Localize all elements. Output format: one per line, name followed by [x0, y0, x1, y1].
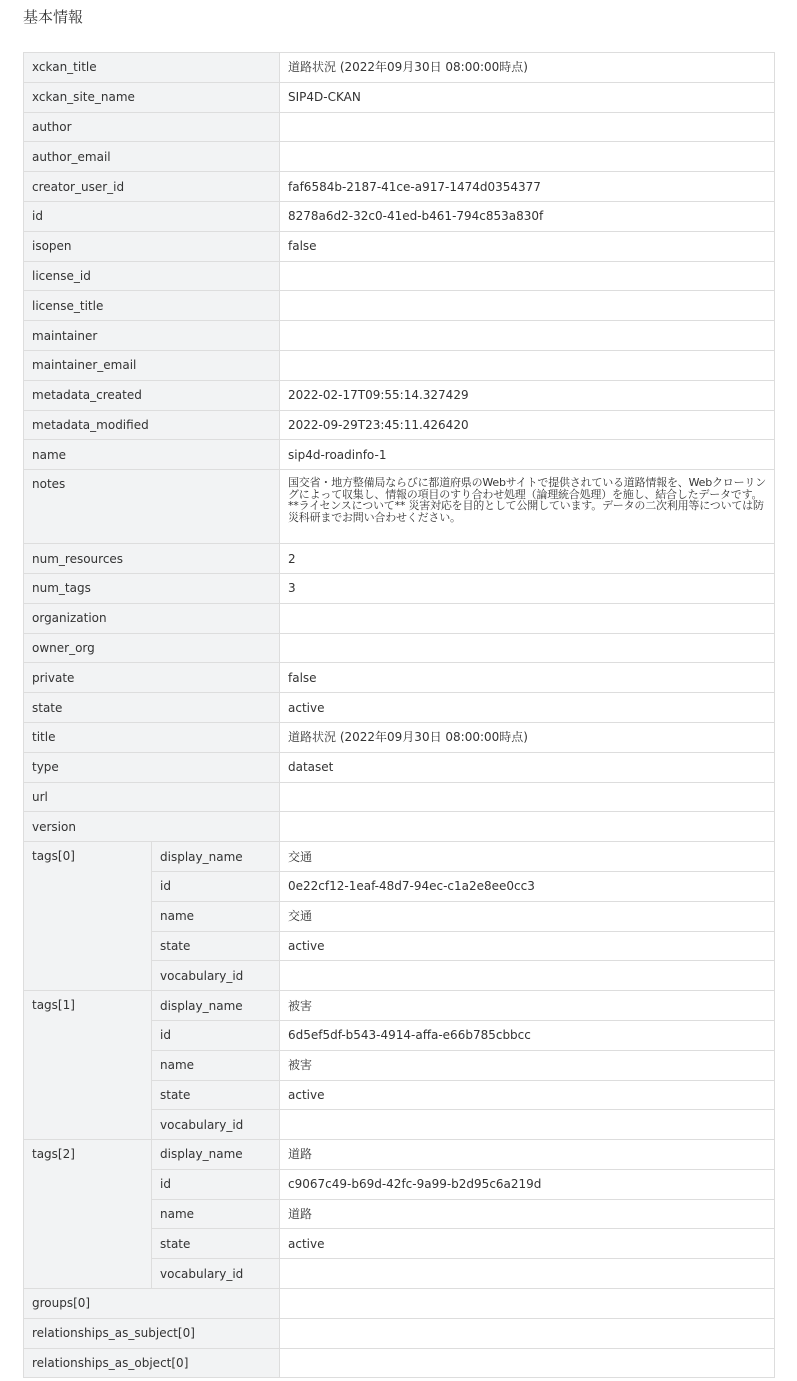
table-row — [24, 1289, 775, 1319]
field-key: relationships_as_subject[0] — [24, 1318, 280, 1348]
field-value: 道路状況 (2022年09月30日 08:00:00時点) — [280, 53, 775, 83]
field-value: 道路状況 (2022年09月30日 08:00:00時点) — [280, 722, 775, 752]
field-key: private — [24, 663, 280, 693]
field-key: id — [24, 201, 280, 231]
table-row — [24, 231, 775, 261]
table-row — [24, 1318, 775, 1348]
field-value — [280, 291, 775, 321]
tag-field-value: 交通 — [280, 842, 775, 872]
table-row — [24, 693, 775, 723]
field-value — [280, 350, 775, 380]
tag-field-key: id — [152, 1020, 280, 1050]
table-row — [24, 663, 775, 693]
table-row — [24, 261, 775, 291]
field-key: license_id — [24, 261, 280, 291]
field-key: maintainer — [24, 321, 280, 351]
field-value: faf6584b-2187-41ce-a917-1474d0354377 — [280, 172, 775, 202]
table-row — [24, 1348, 775, 1378]
field-value — [280, 782, 775, 812]
field-value — [280, 812, 775, 842]
tag-field-key: id — [152, 1169, 280, 1199]
field-value: false — [280, 231, 775, 261]
field-value — [280, 112, 775, 142]
tag-field-key: display_name — [152, 991, 280, 1021]
field-key: num_resources — [24, 544, 280, 574]
table-row — [24, 410, 775, 440]
field-value: false — [280, 663, 775, 693]
table-row — [24, 722, 775, 752]
table-row — [24, 470, 775, 544]
field-key: license_title — [24, 291, 280, 321]
tag-field-key: name — [152, 1199, 280, 1229]
tag-field-key: state — [152, 1080, 280, 1110]
tag-field-key: display_name — [152, 842, 280, 872]
field-key: notes — [24, 470, 280, 544]
table-row — [24, 633, 775, 663]
tag-field-value — [280, 1259, 775, 1289]
table-row — [24, 82, 775, 112]
table-row — [24, 573, 775, 603]
field-value — [280, 633, 775, 663]
field-value: SIP4D-CKAN — [280, 82, 775, 112]
field-value — [280, 603, 775, 633]
table-row — [24, 201, 775, 231]
table-row — [24, 812, 775, 842]
tag-field-value: active — [280, 1229, 775, 1259]
tag-field-key: state — [152, 1229, 280, 1259]
field-value — [280, 1289, 775, 1319]
field-value: 3 — [280, 573, 775, 603]
field-value: sip4d-roadinfo-1 — [280, 440, 775, 470]
tag-field-value: 道路 — [280, 1199, 775, 1229]
field-value — [280, 321, 775, 351]
field-key: author_email — [24, 142, 280, 172]
tag-field-key: display_name — [152, 1140, 280, 1170]
table-row — [24, 321, 775, 351]
tag-field-value: 0e22cf12-1eaf-48d7-94ec-c1a2e8ee0cc3 — [280, 871, 775, 901]
tag-field-value: 道路 — [280, 1140, 775, 1170]
field-value: 8278a6d2-32c0-41ed-b461-794c853a830f — [280, 201, 775, 231]
field-value: 2022-09-29T23:45:11.426420 — [280, 410, 775, 440]
field-value: 2022-02-17T09:55:14.327429 — [280, 380, 775, 410]
field-key: owner_org — [24, 633, 280, 663]
table-row — [24, 142, 775, 172]
tag-field-key: name — [152, 1050, 280, 1080]
tag-field-value: active — [280, 1080, 775, 1110]
table-row — [24, 112, 775, 142]
tag-field-value: 交通 — [280, 901, 775, 931]
field-key: state — [24, 693, 280, 723]
field-value — [280, 261, 775, 291]
table-row — [24, 350, 775, 380]
field-value — [280, 1348, 775, 1378]
tag-field-value: 被害 — [280, 1050, 775, 1080]
table-row — [24, 603, 775, 633]
notes-value: 国交省・地方整備局ならびに都道府県のWebサイトで提供されている道路情報を、Webクローリングによって収集し、情報の項目のすり合わせ処理（論理統合処理）を施し、結合したデータです。**ライセンスについて** 災害対応を目的として公開しています。データの二次利用等については防災科研までお問い合わせください。 — [280, 470, 775, 544]
field-key: num_tags — [24, 573, 280, 603]
field-key: url — [24, 782, 280, 812]
tag-group-label: tags[2] — [24, 1140, 152, 1289]
field-key: maintainer_email — [24, 350, 280, 380]
tag-field-value — [280, 961, 775, 991]
field-key: author — [24, 112, 280, 142]
table-row — [24, 752, 775, 782]
field-key: type — [24, 752, 280, 782]
table-row — [24, 842, 775, 872]
tag-field-value: 被害 — [280, 991, 775, 1021]
tag-field-value: active — [280, 931, 775, 961]
field-key: version — [24, 812, 280, 842]
metadata-table — [23, 52, 775, 1378]
tag-field-key: vocabulary_id — [152, 961, 280, 991]
tag-group-label: tags[0] — [24, 842, 152, 991]
tag-field-value: 6d5ef5df-b543-4914-affa-e66b785cbbcc — [280, 1020, 775, 1050]
table-row — [24, 782, 775, 812]
field-value — [280, 142, 775, 172]
field-key: xckan_site_name — [24, 82, 280, 112]
field-key: metadata_modified — [24, 410, 280, 440]
field-value: dataset — [280, 752, 775, 782]
field-value: 2 — [280, 544, 775, 574]
table-row — [24, 172, 775, 202]
tag-group-label: tags[1] — [24, 991, 152, 1140]
tag-field-key: name — [152, 901, 280, 931]
field-key: title — [24, 722, 280, 752]
tag-field-key: state — [152, 931, 280, 961]
field-key: isopen — [24, 231, 280, 261]
field-key: name — [24, 440, 280, 470]
tag-field-key: vocabulary_id — [152, 1110, 280, 1140]
field-key: groups[0] — [24, 1289, 280, 1319]
table-row — [24, 53, 775, 83]
table-row — [24, 291, 775, 321]
table-row — [24, 1140, 775, 1170]
tag-field-key: id — [152, 871, 280, 901]
field-key: organization — [24, 603, 280, 633]
table-row — [24, 991, 775, 1021]
table-row — [24, 440, 775, 470]
field-key: relationships_as_object[0] — [24, 1348, 280, 1378]
field-key: creator_user_id — [24, 172, 280, 202]
field-value: active — [280, 693, 775, 723]
tag-field-value: c9067c49-b69d-42fc-9a99-b2d95c6a219d — [280, 1169, 775, 1199]
field-key: metadata_created — [24, 380, 280, 410]
table-row — [24, 544, 775, 574]
page-title: 基本情報 — [23, 8, 84, 26]
field-key: xckan_title — [24, 53, 280, 83]
field-value — [280, 1318, 775, 1348]
table-row — [24, 380, 775, 410]
tag-field-value — [280, 1110, 775, 1140]
tag-field-key: vocabulary_id — [152, 1259, 280, 1289]
